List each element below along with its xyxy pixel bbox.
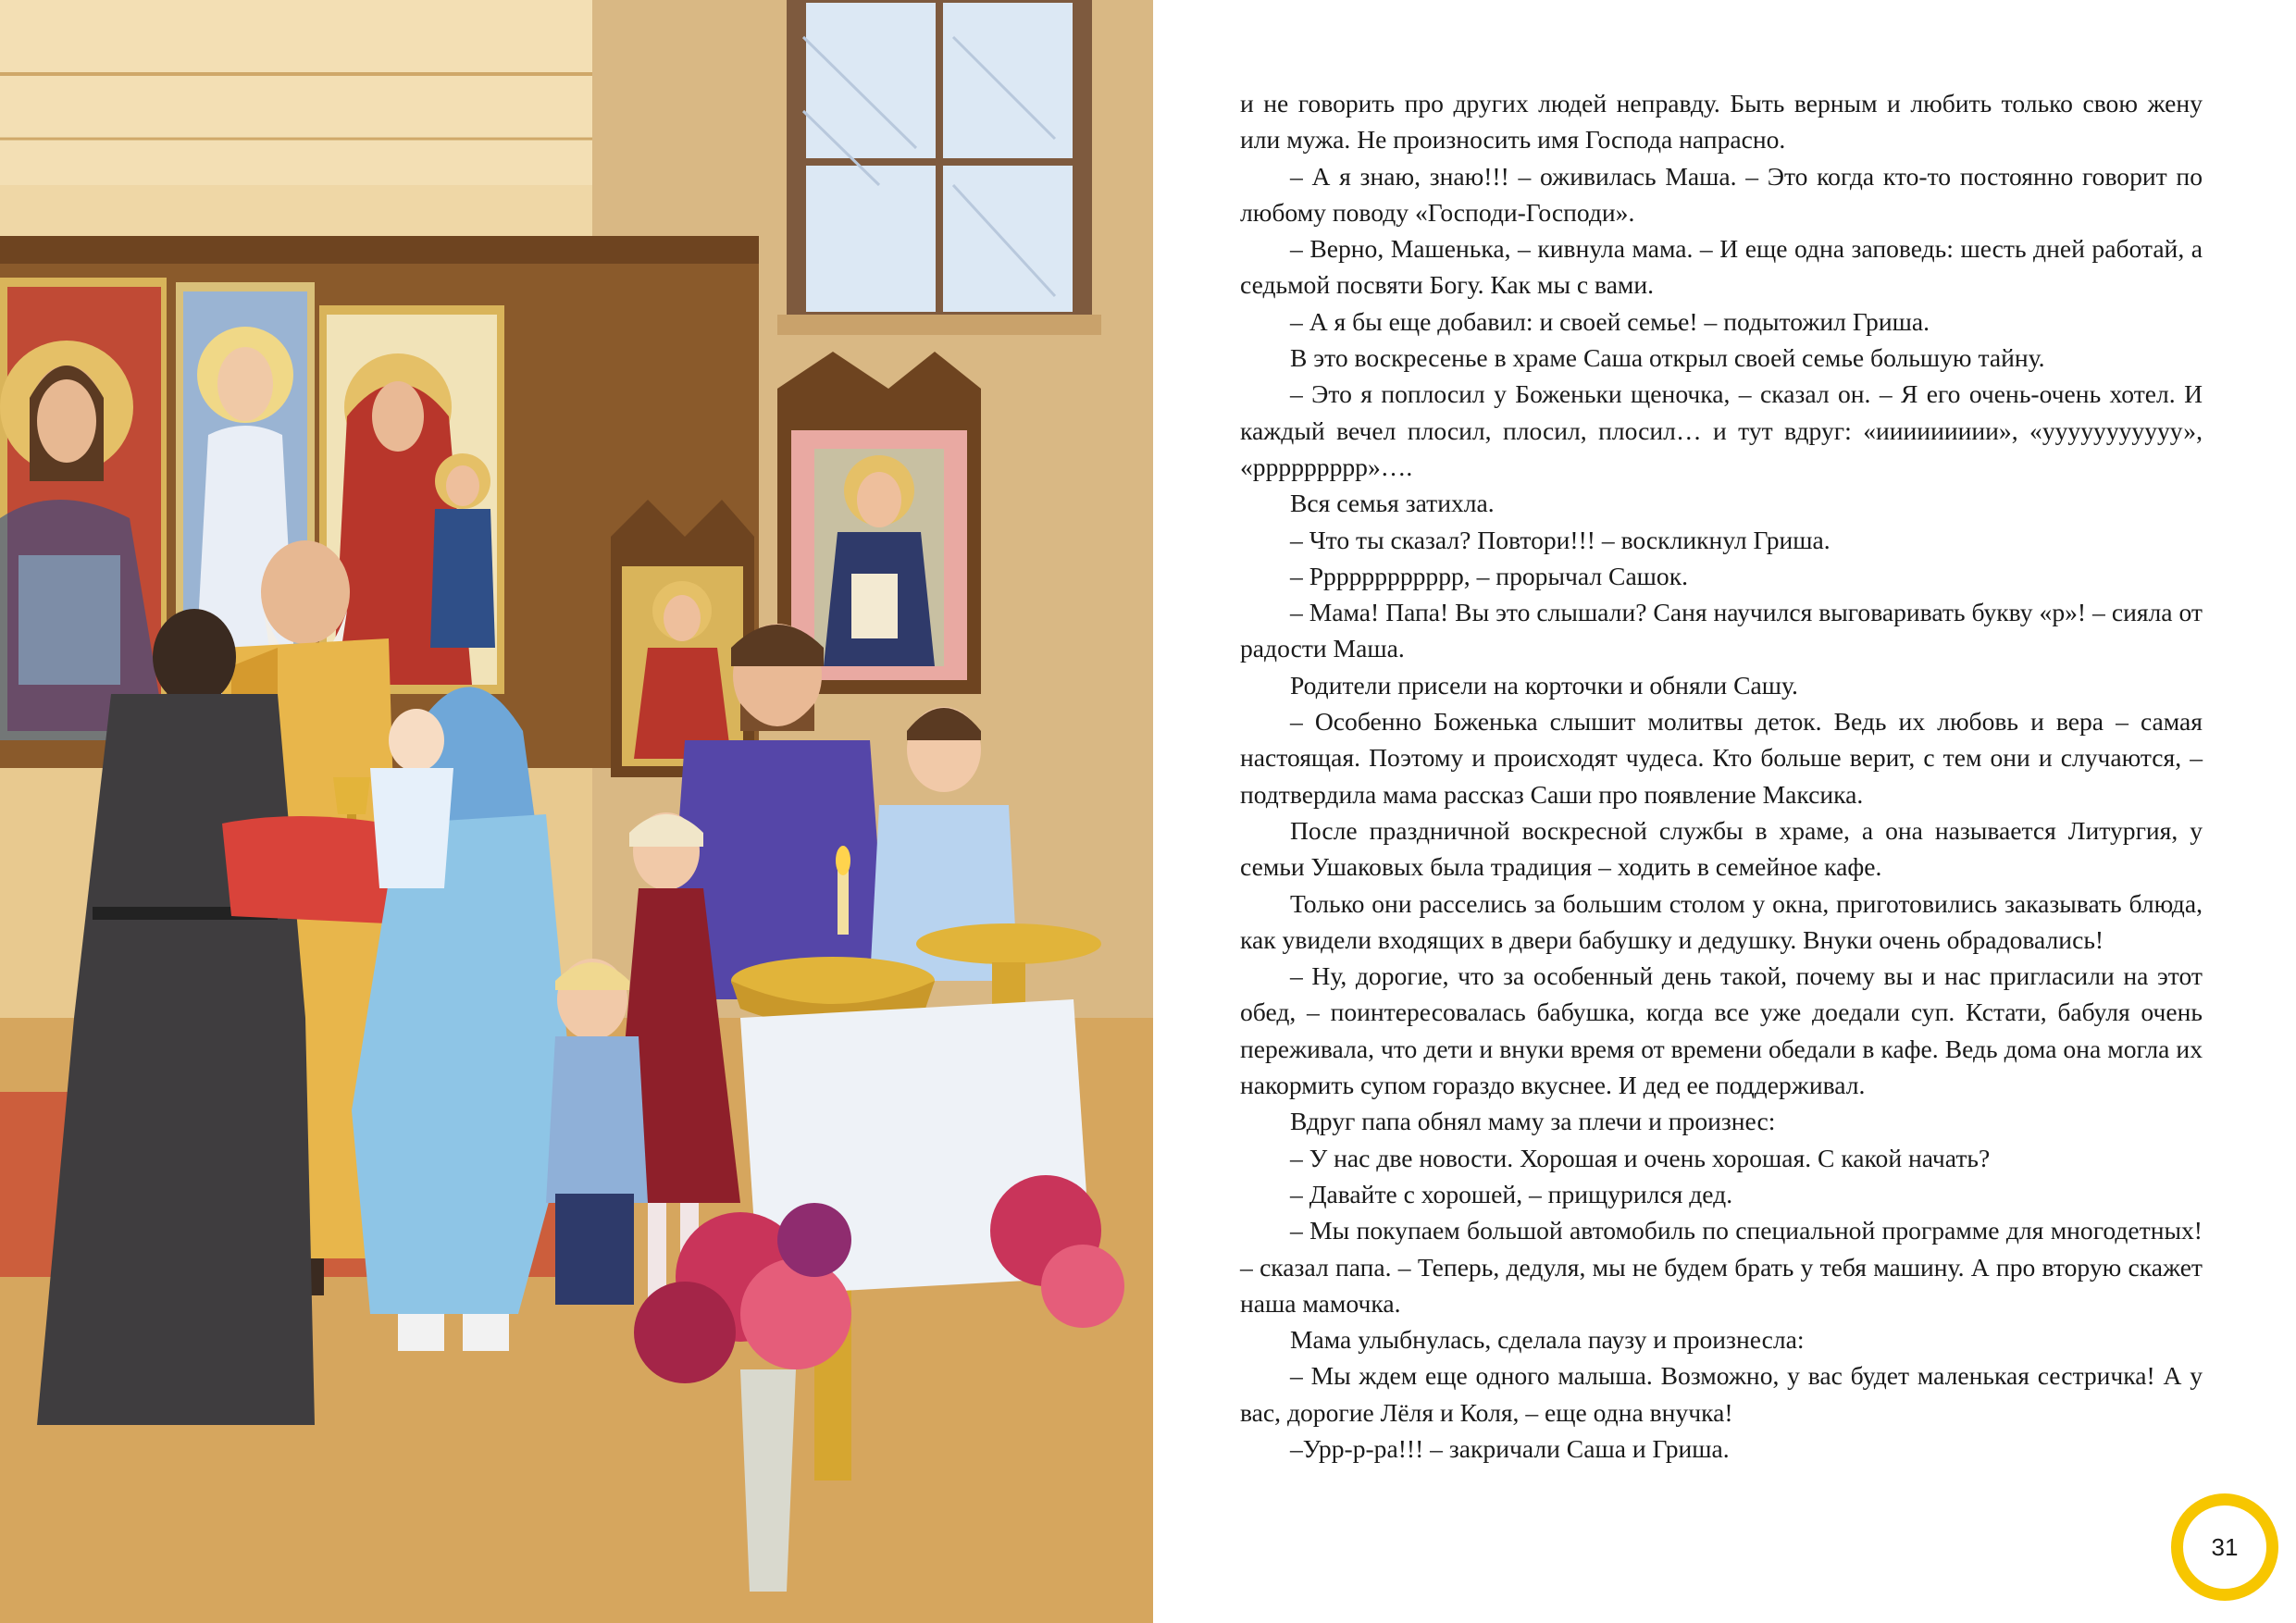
paragraph: Вдруг папа обнял маму за плечи и произнес: xyxy=(1290,1107,1776,1136)
paragraph: – А я знаю, знаю!!! – оживилась Маша. – Это когда кто-то постоянно говорит по любому поводу «Господи-Господи». xyxy=(1240,161,2203,227)
small-saint-icon xyxy=(611,500,754,777)
paragraph: В это воскресенье в храме Саша открыл своей семье большую тайну. xyxy=(1290,343,2045,373)
paragraph: – Верно, Машенька, – кивнула мама. – И еще одна заповедь: шесть дней работай, а седьмой посвяти Богу. Как мы с вами. xyxy=(1240,234,2203,300)
paragraph: – Ну, дорогие, что за особенный день такой, почему вы и нас пригласили на этот обед, – поинтересовалась бабушка, когда все уже доедали суп. Кстати, бабуля очень переживала, что дети и внуки время от времени обедали в кафе. Ведь дома она могла их накормить супом гораздо вкуснее. И дед ее поддерживал. xyxy=(1240,961,2203,1100)
page-number-badge xyxy=(2171,1493,2278,1601)
christ-icon xyxy=(0,278,167,740)
paragraph: Мама улыбнулась, сделала паузу и произнесла: xyxy=(1290,1325,1805,1355)
paragraph: – Особенно Боженька слышит молитвы деток. Ведь их любовь и вера – самая настоящая. Поэтому и происходят чудеса. Кто больше верит, с тем они и случаются, – подтвердила мама рассказ Саши про появление Максика. xyxy=(1240,707,2203,809)
paragraph: Родители присели на корточки и обняли Сашу. xyxy=(1290,670,1798,700)
paragraph: – А я бы еще добавил: и своей семье! – подытожил Гриша. xyxy=(1290,306,1930,336)
story-text xyxy=(1240,85,2203,1467)
paragraph: –Урр-р-ра!!! – закричали Саша и Гриша. xyxy=(1290,1433,1730,1463)
paragraph: – Давайте с хорошей, – прищурился дед. xyxy=(1290,1179,1733,1208)
paragraph: – Мы ждем еще одного малыша. Возможно, у вас будет маленькая сестричка! А у вас, дорогие Лёля и Коля, – еще одна внучка! xyxy=(1240,1361,2203,1427)
paragraph: После праздничной воскресной службы в храме, а она называется Литургия, у семьи Ушаковых была традиция – ходить в семейное кафе. xyxy=(1240,815,2203,882)
paragraph: Только они расселись за большим столом у окна, приготовились заказывать блюда, как увидели входящих в двери бабушку и дедушку. Внуки очень обрадовались! xyxy=(1240,888,2203,954)
paragraph: – Мы покупаем большой автомобиль по специальной программе для многодетных! – сказал папа. – Теперь, дедуля, мы не будем брать у тебя машину. А про вторую скажет наша мамочка. xyxy=(1240,1216,2203,1318)
paragraph: – Мама! Папа! Вы это слышали? Саня научился выговаривать букву «р»! – сияла от радости Маша. xyxy=(1240,598,2203,663)
page-number: 31 xyxy=(2211,1532,2239,1561)
paragraph: – У нас две новости. Хорошая и очень хорошая. С какой начать? xyxy=(1290,1143,1991,1172)
paragraph: Вся семья затихла. xyxy=(1290,489,1495,518)
paragraph: и не говорить про других людей неправду. Быть верным и любить только свою жену или мужа. Не произносить имя Господа напрасно. xyxy=(1240,89,2203,155)
theotokos-icon xyxy=(319,305,504,694)
paragraph: – Что ты сказал? Повтори!!! – воскликнул Гриша. xyxy=(1290,525,1831,554)
paragraph: – Это я поплосил у Боженьки щеночка, – сказал он. – Я его очень-очень хотел. И каждый вечел плосил, плосил, плосил… и тут вдруг: «иииииииии», «ууууууууууу», «ррррррррр»…. xyxy=(1240,379,2203,481)
church-window xyxy=(777,0,1101,335)
paragraph: – Рррррррррррр, – прорычал Сашок. xyxy=(1290,561,1689,590)
